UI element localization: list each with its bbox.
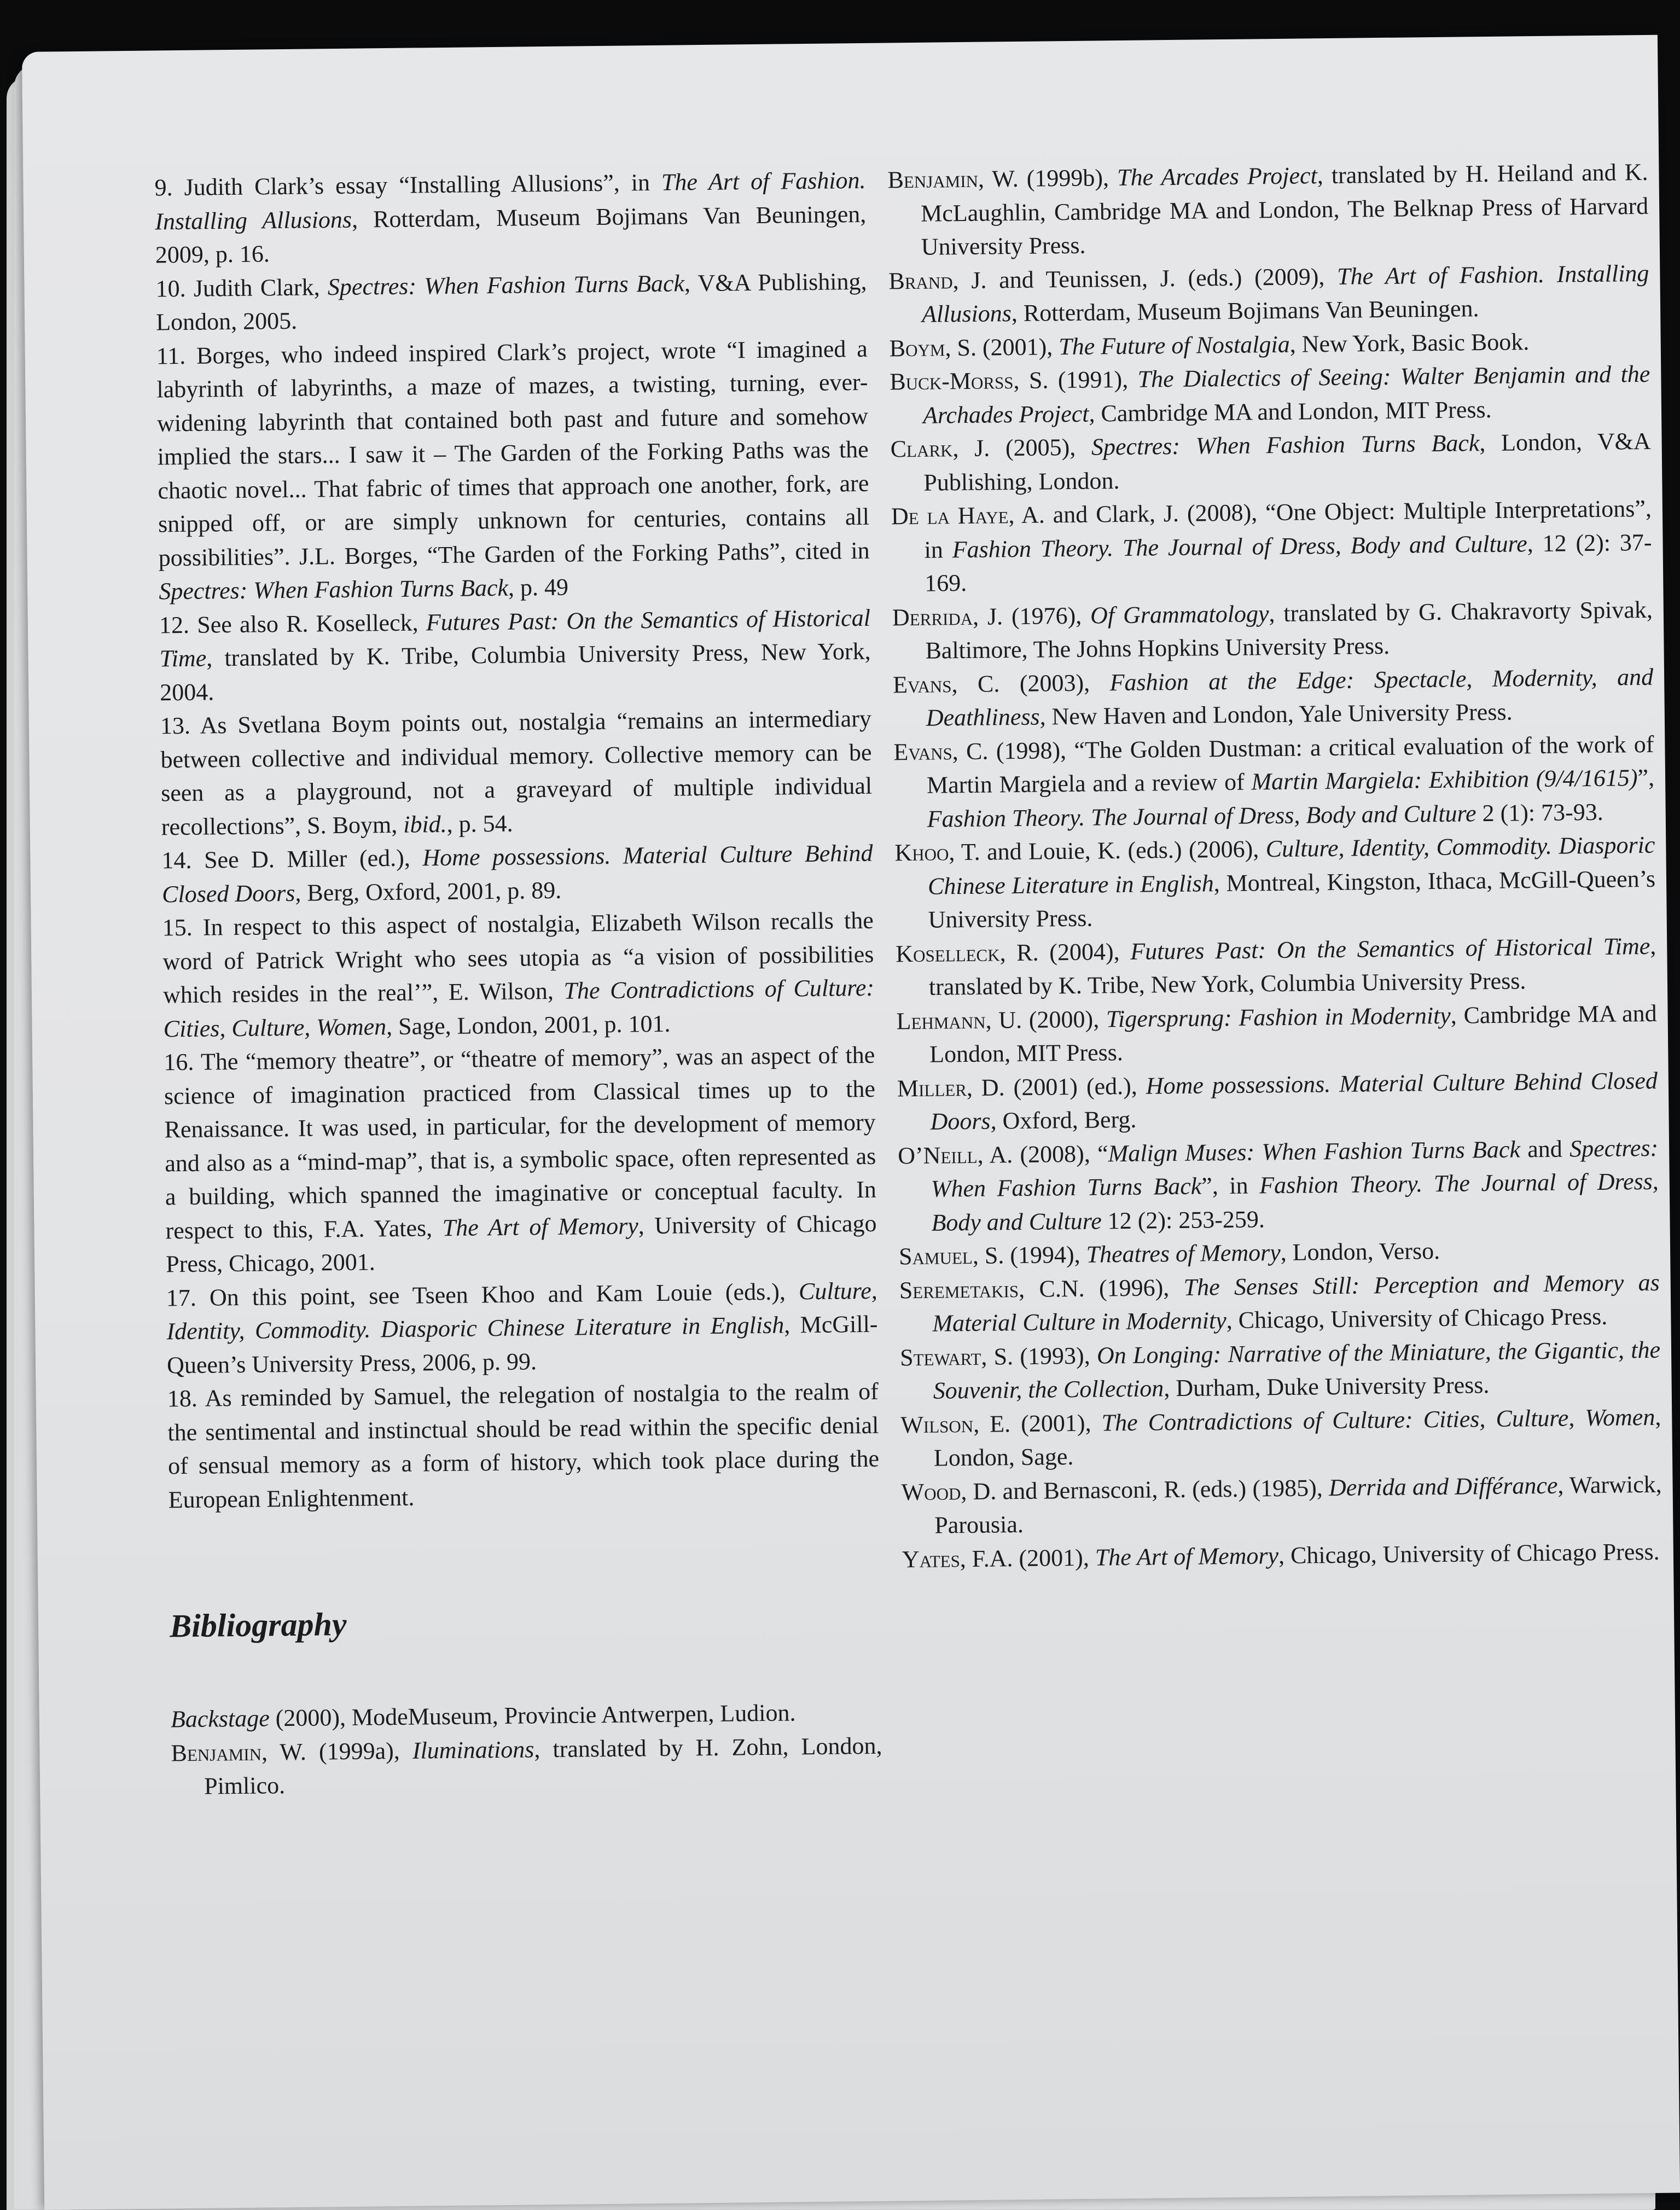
bibliography-entry	[171, 1729, 882, 1804]
endnote	[166, 1273, 879, 1382]
italic-text: Martin Margiela: Exhibition (9/4/1615)	[1251, 764, 1638, 795]
text-run: , Durham, Duke University Press.	[1164, 1371, 1490, 1402]
text-run: , McGill-Queen’s University Press, 2006, p. 99.	[166, 1310, 878, 1379]
bibliography-heading: Bibliography	[169, 1606, 347, 1644]
text-run: , A. and Clark, J. (2008), “One Object: Multiple Interpretations”, in	[924, 495, 1652, 563]
italic-text: Spectres: When Fashion Turns Back	[931, 1134, 1659, 1202]
italic-text: Culture, Identity, Commodity. Diasporic Chinese Literature in English	[166, 1277, 878, 1345]
endnote	[164, 1038, 877, 1281]
bibliography-entry	[888, 256, 1649, 332]
bibliography-entry	[899, 1265, 1660, 1341]
italic-text: The Contradictions of Culture: Cities, Culture, Women	[1101, 1403, 1655, 1436]
left-column	[154, 164, 882, 1804]
author-name: Derrida	[892, 603, 973, 631]
text-run: 13. As Svetlana Boym points out, nostalgia “remains an intermediary between collective and individual memory. Collective memory can be seen as a playground, not a graveyard of multiple individual recollections”, S. Boym,	[160, 705, 873, 840]
text-run: ”, in	[1201, 1172, 1260, 1200]
endnote	[167, 1375, 880, 1517]
text-run: 15. In respect to this aspect of nostalgia, Elizabeth Wilson recalls the word of Patrick Wright who sees utopia as “a vision of possibilities which resides in the real’”, E. Wilson,	[162, 906, 874, 1009]
italic-text: Theatres of Memory	[1086, 1239, 1281, 1268]
text-run: , E. (2001),	[973, 1409, 1102, 1438]
italic-text: Spectres: When Fashion Turns Back	[327, 269, 685, 300]
italic-text: Iluminations	[412, 1735, 534, 1764]
text-run: , translated by K. Tribe, Columbia University Press, New York, 2004.	[160, 637, 871, 706]
italic-text: The Art of Fashion. Installing Allusions	[154, 166, 866, 235]
author-name: Wilson	[900, 1410, 974, 1438]
italic-text: Derrida and Différance	[1328, 1472, 1558, 1501]
author-name: Clark	[890, 435, 953, 463]
text-run: , London, Verso.	[1280, 1237, 1440, 1266]
endnote	[161, 836, 873, 911]
author-name: Seremetakis	[899, 1275, 1019, 1304]
italic-text: Fashion Theory. The Journal of Dress, Body and Culture	[927, 799, 1476, 833]
text-run: , New York, Basic Book.	[1289, 328, 1530, 358]
text-run: , Rotterdam, Museum Bojimans Van Beuningen.	[1011, 295, 1479, 327]
author-name: Evans	[892, 670, 952, 698]
bibliography-entry	[891, 492, 1653, 601]
author-name: Khoo	[894, 839, 949, 866]
text-run: 17. On this point, see Tseen Khoo and Kam Louie (eds.),	[166, 1277, 799, 1311]
endnote	[154, 164, 867, 272]
text-run: ”,	[1637, 764, 1655, 792]
italic-text: Futures Past: On the Semantics of Historical Time	[159, 604, 871, 672]
text-run: , D. and Bernasconi, R. (eds.) (1985),	[961, 1474, 1329, 1505]
author-name: O’Neill	[897, 1141, 978, 1169]
endnotes	[154, 164, 880, 1516]
text-run: , J. (1976),	[972, 602, 1091, 630]
text-run: , R. (2004),	[999, 938, 1131, 966]
text-run: , London, Sage.	[933, 1403, 1661, 1472]
italic-text: The Art of Memory	[442, 1212, 638, 1241]
italic-text: On Longing: Narrative of the Miniature, the Gigantic, the Souvenir, the Collection	[933, 1336, 1661, 1404]
text-run: , A. (2008), “	[977, 1139, 1108, 1168]
text-run: (2000), ModeMuseum, Provincie Antwerpen, Ludion.	[269, 1699, 796, 1732]
text-run: , translated by H. Zohn, London, Pimlico.	[204, 1732, 882, 1800]
right-column	[887, 155, 1662, 1576]
bibliography-entry	[892, 592, 1653, 668]
bibliography-entry	[898, 1131, 1659, 1240]
text-run: , W. (1999b),	[978, 164, 1118, 193]
author-name: Stewart	[899, 1343, 981, 1371]
text-run: , London, V&A Publishing, London.	[923, 427, 1651, 496]
text-run: 10. Judith Clark,	[155, 273, 328, 302]
italic-text: Malign Muses: When Fashion Turns Back	[1108, 1135, 1521, 1167]
text-run: , Cambridge MA and London, MIT Press.	[929, 999, 1657, 1068]
text-run: , W. (1999a),	[261, 1737, 413, 1766]
italic-text: Fashion Theory. The Journal of Dress, Body and Culture	[931, 1167, 1659, 1236]
bibliography-entry	[894, 828, 1656, 937]
italic-text: Tigersprung: Fashion in Modernity	[1106, 1002, 1451, 1032]
text-run: , F.A. (2001),	[960, 1544, 1096, 1572]
text-run: 16. The “memory theatre”, or “theatre of memory”, was an aspect of the science of imagination practiced from Classical times up to the Renaissance. It was used, in particular, for the development of memory and also as a “mind-map”, that is, a symbolic space, often represented as a building, which spanned the imaginative or conceptual faculty. In respect to this, F.A. Yates,	[164, 1041, 877, 1244]
bibliography-entry	[897, 1063, 1658, 1139]
author-name: Evans	[893, 737, 953, 765]
text-run: , translated by G. Chakravorty Spivak, Baltimore, The Johns Hopkins University Press.	[925, 596, 1653, 664]
text-run: , S. (1994),	[972, 1241, 1086, 1269]
author-name: Benjamin	[171, 1738, 262, 1766]
italic-text: The Art of Fashion. Installing Allusions	[921, 259, 1649, 328]
text-run: , translated by K. Tribe, New York, Columbia University Press.	[928, 932, 1656, 1001]
text-run: , 12 (2): 37-169.	[925, 528, 1652, 597]
bibliography-list-right	[887, 155, 1662, 1576]
text-run: , V&A Publishing, London, 2005.	[155, 267, 867, 336]
text-run: 11. Borges, who indeed inspired Clark’s project, wrote “I imagined a labyrinth of labyrinths, a maze of mazes, a twisting, turning, ever-widening labyrinth that contained both past and future and somehow implied the stars... I saw it – The Garden of the Forking Paths was the chaotic novel... That fabric of times that approach one another, fork, are snipped off, or are simply unknown for centuries, contains all possibilities”. J.L. Borges, “The Garden of the Forking Paths”, cited in	[156, 335, 870, 571]
text-run: Berg, Oxford, 2001, p. 89.	[301, 876, 562, 906]
text-run: , p. 54.	[446, 810, 513, 838]
italic-text: Home possessions. Material Culture Behind Closed Doors,	[930, 1067, 1658, 1135]
text-run: , S. (1993),	[981, 1342, 1097, 1370]
endnote	[162, 904, 875, 1046]
bibliography-entry	[896, 996, 1657, 1072]
endnote	[160, 702, 873, 844]
text-run: 9. Judith Clark’s essay “Installing Allusions”, in	[154, 168, 662, 201]
author-name: Koselleck	[896, 939, 1000, 967]
endnote	[155, 264, 867, 339]
author-name: Buck-Morss	[890, 367, 1014, 396]
italic-text: The Art of Memory	[1095, 1542, 1279, 1571]
bibliography-entry	[893, 727, 1655, 836]
text-run: , C. (2003),	[951, 668, 1110, 697]
bibliography-list-left	[171, 1695, 883, 1804]
bibliography-entry	[900, 1400, 1661, 1475]
italic-text: Fashion at the Edge: Spectacle, Modernity, and Deathliness,	[926, 663, 1654, 731]
text-run: Oxford, Berg.	[996, 1106, 1137, 1135]
italic-text: The Senses Still: Perception and Memory as Material Culture in Modernity	[932, 1269, 1660, 1337]
bibliography-entry	[900, 1333, 1661, 1408]
bibliography-entry	[887, 155, 1649, 264]
text-run: , J. and Teunissen, J. (eds.) (2009),	[952, 263, 1338, 294]
text-run: , D. (2001) (ed.),	[966, 1072, 1147, 1101]
endnote	[159, 601, 871, 709]
italic-text: Spectres: When Fashion Turns Back	[159, 574, 509, 605]
text-run: , S. (2001),	[945, 333, 1059, 361]
author-name: Lehmann	[896, 1007, 986, 1034]
bibliography-entry	[890, 357, 1650, 433]
italic-text: The Arcades Project	[1117, 162, 1318, 191]
author-name: Yates	[902, 1545, 961, 1573]
text-run: , translated by H. Heiland and K. McLaughlin, Cambridge MA and London, The Belknap Press of Harvard University Press.	[920, 158, 1649, 260]
bibliography-entry	[890, 424, 1651, 500]
text-run: , C. (1998), “The Golden Dustman: a critical evaluation of the work of Martin Margiela and a review of	[926, 730, 1654, 799]
text-run: New Haven and London, Yale University Press.	[1045, 698, 1513, 730]
bibliography-entry	[896, 929, 1656, 1004]
endnote	[156, 332, 870, 608]
text-run: , T. and Louie, K. (eds.) (2006),	[949, 835, 1266, 866]
text-run: , Montreal, Kingston, Ithaca, McGill-Queen’s University Press.	[928, 865, 1656, 933]
book-page	[22, 35, 1680, 2210]
text-run: , Chicago, University of Chicago Press.	[1226, 1302, 1608, 1334]
author-name: Brand	[888, 266, 953, 294]
text-run: , p. 49	[508, 573, 569, 601]
author-name: Samuel	[898, 1242, 973, 1270]
text-run: , Rotterdam, Museum Bojimans Van Beuningen, 2009, p. 16.	[155, 200, 867, 269]
italic-text: Fashion Theory. The Journal of Dress, Body and Culture	[952, 530, 1527, 563]
text-run: , University of Chicago Press, Chicago, 2001.	[165, 1209, 877, 1278]
italic-text: ibid.	[403, 810, 447, 838]
bibliography-entry	[893, 660, 1654, 735]
text-run: , J. (2005),	[952, 433, 1092, 462]
author-name: Boym	[889, 334, 945, 362]
italic-text: Home possessions. Material Culture Behind Closed Doors,	[161, 839, 873, 908]
text-run: 2 (1): 73-93.	[1476, 798, 1603, 827]
text-run: 14. See D. Miller (ed.),	[161, 844, 423, 874]
text-run: Cambridge MA and London, MIT Press.	[1095, 396, 1492, 427]
author-name: Wood	[901, 1478, 961, 1505]
text-run: 18. As reminded by Samuel, the relegation of nostalgia to the realm of the sentimental and instinctual should be read within the specific denial of sensual memory as a form of history, which took place during the European Enlightenment.	[167, 1377, 880, 1513]
italic-text: The Contradictions of Culture: Cities, Culture, Women	[163, 974, 875, 1042]
italic-text: Backstage	[170, 1705, 270, 1733]
text-run: and	[1520, 1135, 1570, 1162]
italic-text: The Future of Nostalgia	[1058, 330, 1290, 360]
bibliography-entry	[901, 1467, 1662, 1543]
text-run: , Sage, London, 2001, p. 101.	[386, 1010, 671, 1040]
author-name: Miller	[897, 1074, 967, 1102]
italic-text: Culture, Identity, Commodity. Diasporic Chinese Literature in English	[927, 831, 1655, 900]
text-run: 12. See also R. Koselleck,	[159, 608, 427, 638]
text-run: , U. (2000),	[985, 1005, 1107, 1034]
text-run: 12 (2): 253-259.	[1101, 1205, 1265, 1234]
text-run: , S. (1991),	[1013, 365, 1138, 394]
text-run: , C.N. (1996),	[1018, 1273, 1184, 1302]
text-run: , Chicago, University of Chicago Press.	[1278, 1538, 1660, 1569]
italic-text: The Dialectics of Seeing: Walter Benjamin and the Archades Project,	[922, 360, 1650, 429]
italic-text: Of Grammatology	[1090, 600, 1269, 629]
author-name: De la Haye	[891, 502, 1009, 530]
italic-text: Futures Past: On the Semantics of Historical Time	[1130, 932, 1650, 965]
text-run: , Warwick, Parousia.	[934, 1470, 1662, 1539]
italic-text: Spectres: When Fashion Turns Back	[1091, 429, 1480, 461]
author-name: Benjamin	[887, 165, 979, 194]
